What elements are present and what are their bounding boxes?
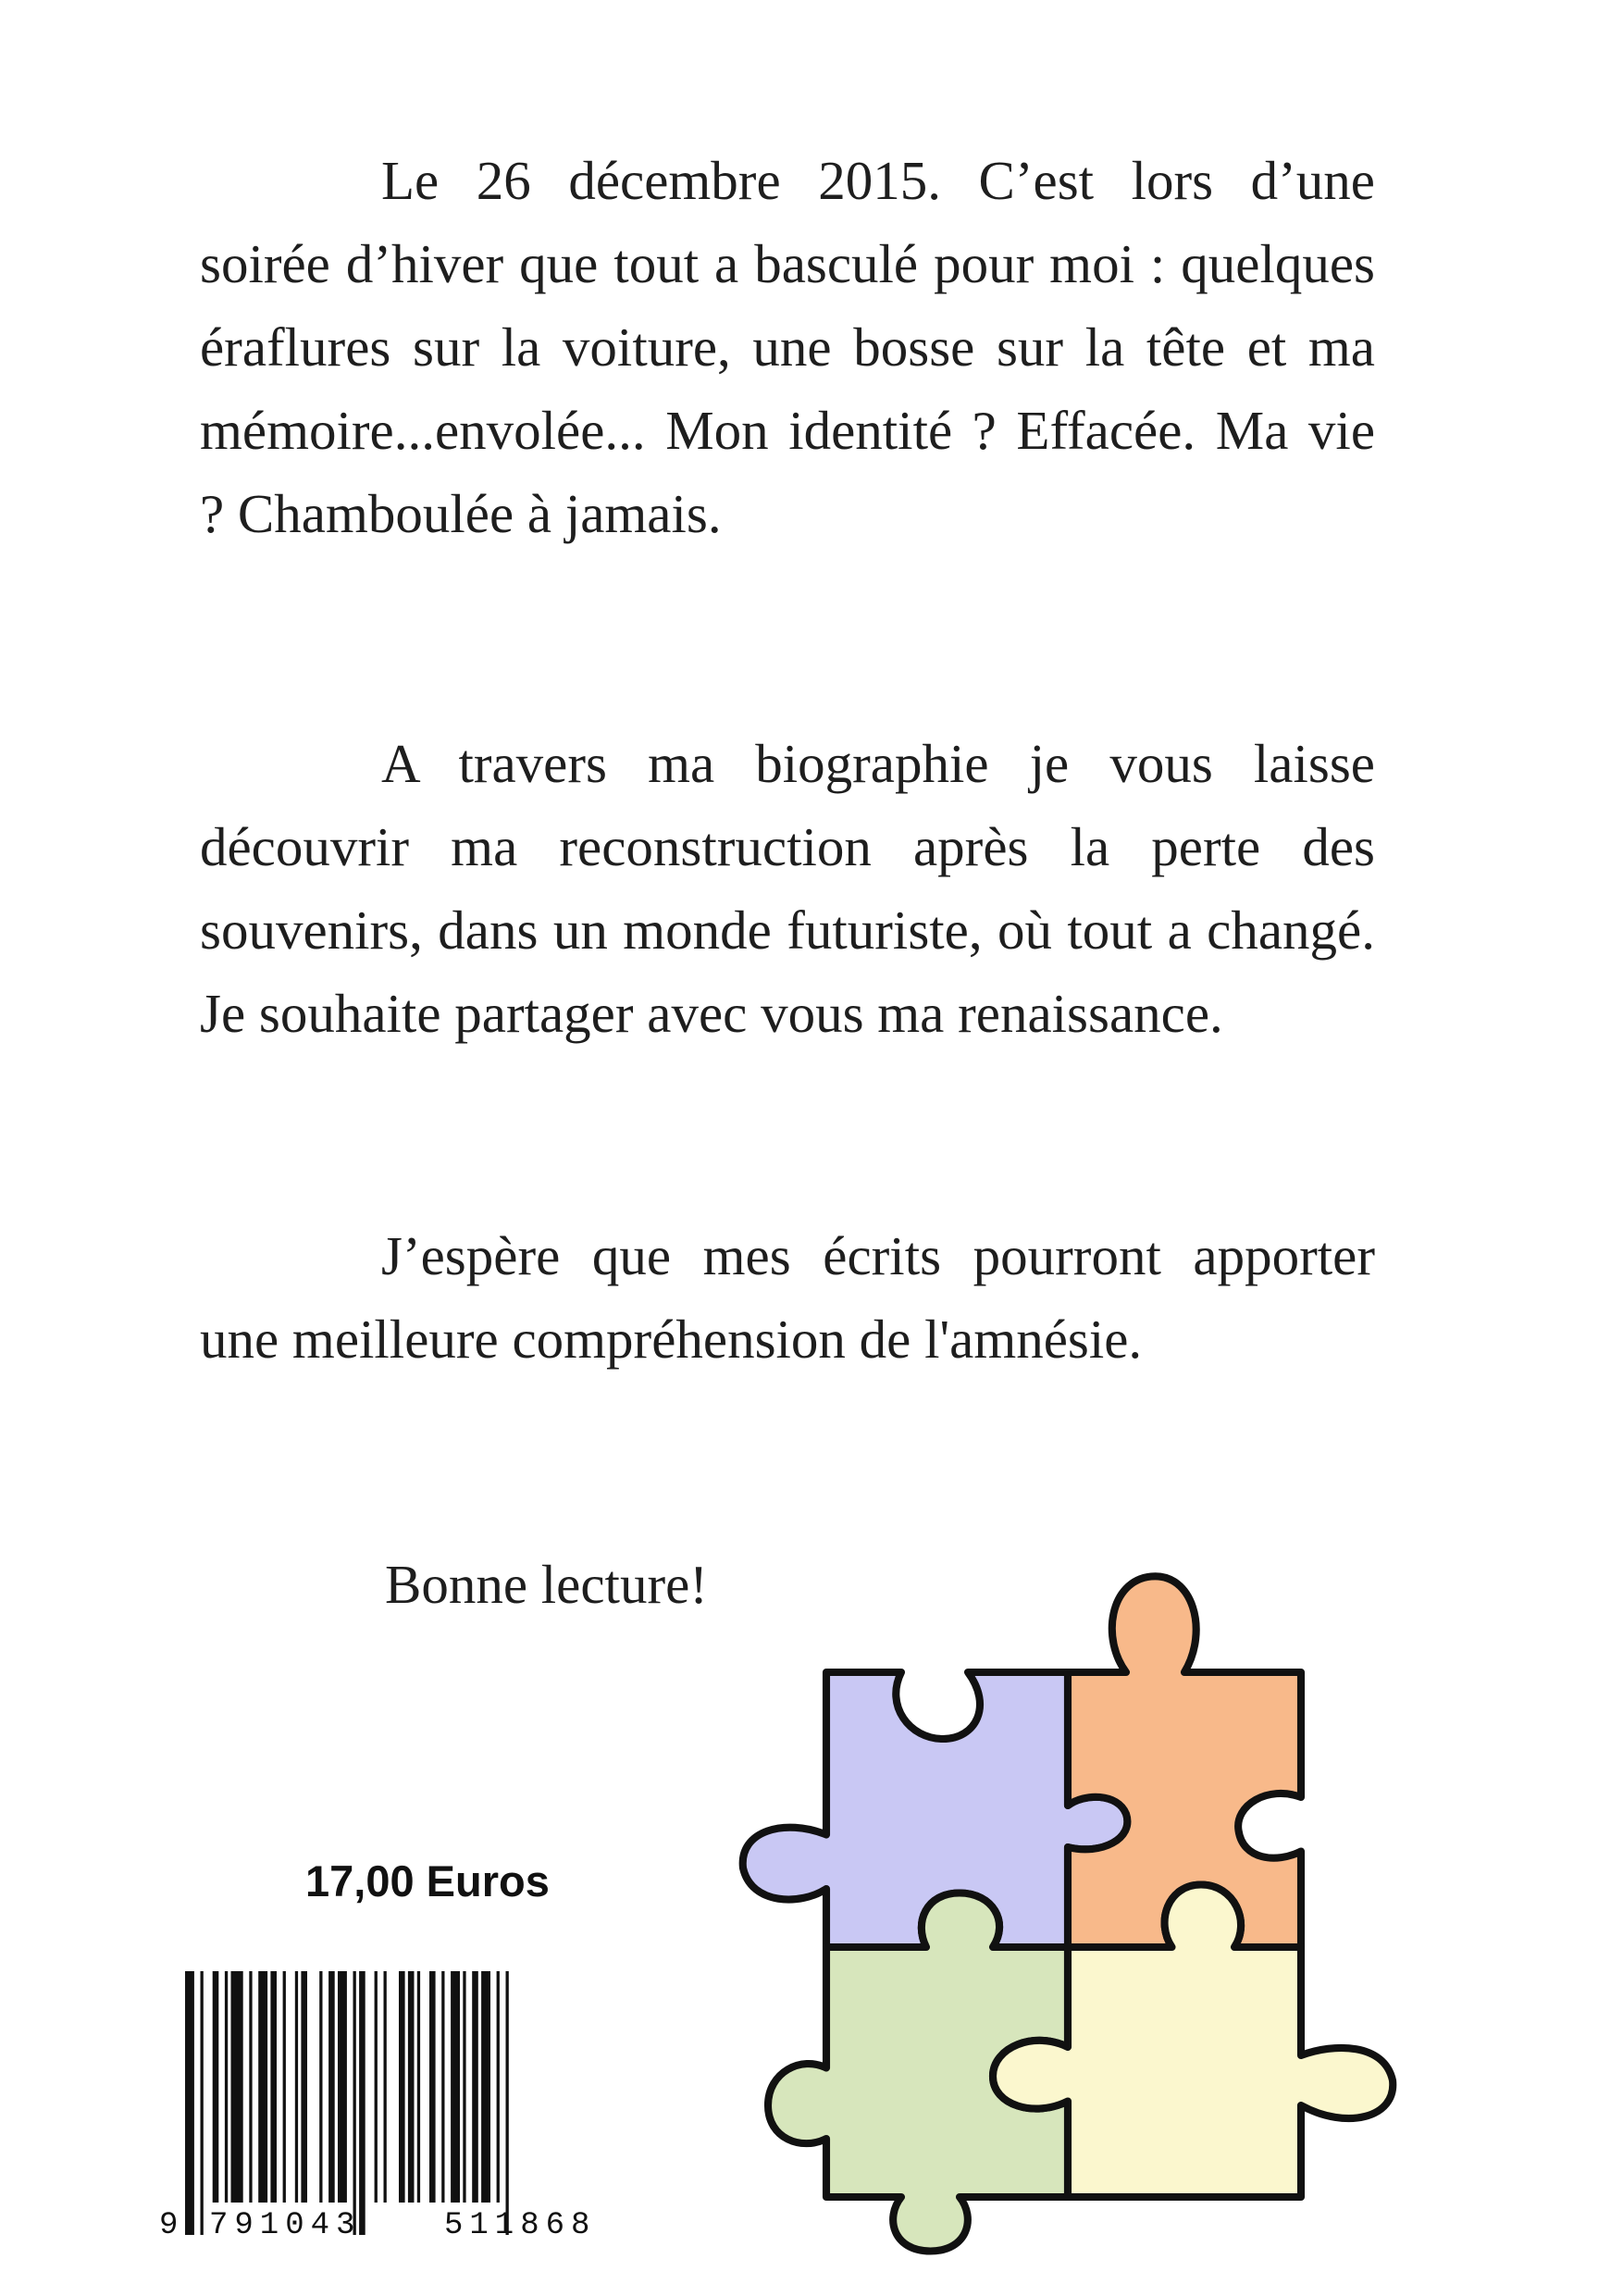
isbn-barcode <box>157 1971 675 2240</box>
barcode-bar <box>249 1971 252 2203</box>
paragraph-intro: Le 26 décembre 2015. C’est lors d’une soirée d’hiver que tout a basculé pour moi : quelques éraflures sur la voiture, une bosse sur la tête et ma mémoire...envolée... Mon identité ? Effacée. Ma vie ? Chamboulée à jamais. <box>200 150 1375 544</box>
barcode-digit-first: 9 <box>159 2208 179 2240</box>
barcode-bar <box>353 1971 356 2235</box>
barcode-bar <box>295 1971 298 2203</box>
barcode-bar <box>497 1971 500 2203</box>
closing-line: Bonne lecture! <box>385 1554 708 1615</box>
barcode-bar <box>258 1971 267 2203</box>
barcode-bar <box>408 1971 415 2203</box>
barcode-bar <box>384 1971 387 2203</box>
barcode-bar <box>451 1971 460 2203</box>
barcode-bar <box>213 1971 219 2203</box>
barcode-bar <box>225 1971 228 2203</box>
barcode-bar <box>301 1971 307 2203</box>
barcode-bar <box>328 1971 335 2203</box>
paragraph-biography: A travers ma biographie je vous laisse découvrir ma reconstruction après la perte des souvenirs, dans un monde futuriste, où tout a changé. Je souhaite partager avec vous ma renaissance. <box>200 733 1375 1044</box>
barcode-bar <box>283 1971 286 2203</box>
barcode-bar <box>441 1971 444 2203</box>
barcode-bar <box>429 1971 436 2203</box>
puzzle-group <box>743 1576 1394 2251</box>
barcode-bar <box>463 1971 465 2203</box>
puzzle-pieces-illustration <box>685 1564 1481 2267</box>
barcode-bar <box>472 1971 478 2203</box>
barcode-bar <box>399 1971 405 2203</box>
barcode-bar <box>231 1971 243 2203</box>
barcode-bar <box>417 1971 420 2203</box>
paragraph-hope: J’espère que mes écrits pourront apporter une meilleure compréhension de l'amnésie. <box>200 1225 1375 1370</box>
barcode-bar <box>481 1971 490 2203</box>
price-label: 17,00 Euros <box>305 1856 550 1905</box>
barcode-bar <box>506 1971 509 2235</box>
barcode-bars <box>185 1971 509 2235</box>
barcode-bar <box>359 1971 365 2235</box>
barcode-bar <box>338 1971 347 2203</box>
barcode-bar <box>185 1971 194 2235</box>
barcode-bar <box>375 1971 378 2203</box>
barcode-digits-left: 791043 <box>209 2208 362 2240</box>
barcode-bar <box>270 1971 277 2203</box>
barcode-digits-right: 511868 <box>444 2208 597 2240</box>
barcode-bar <box>201 1971 204 2235</box>
barcode-bar <box>319 1971 322 2203</box>
